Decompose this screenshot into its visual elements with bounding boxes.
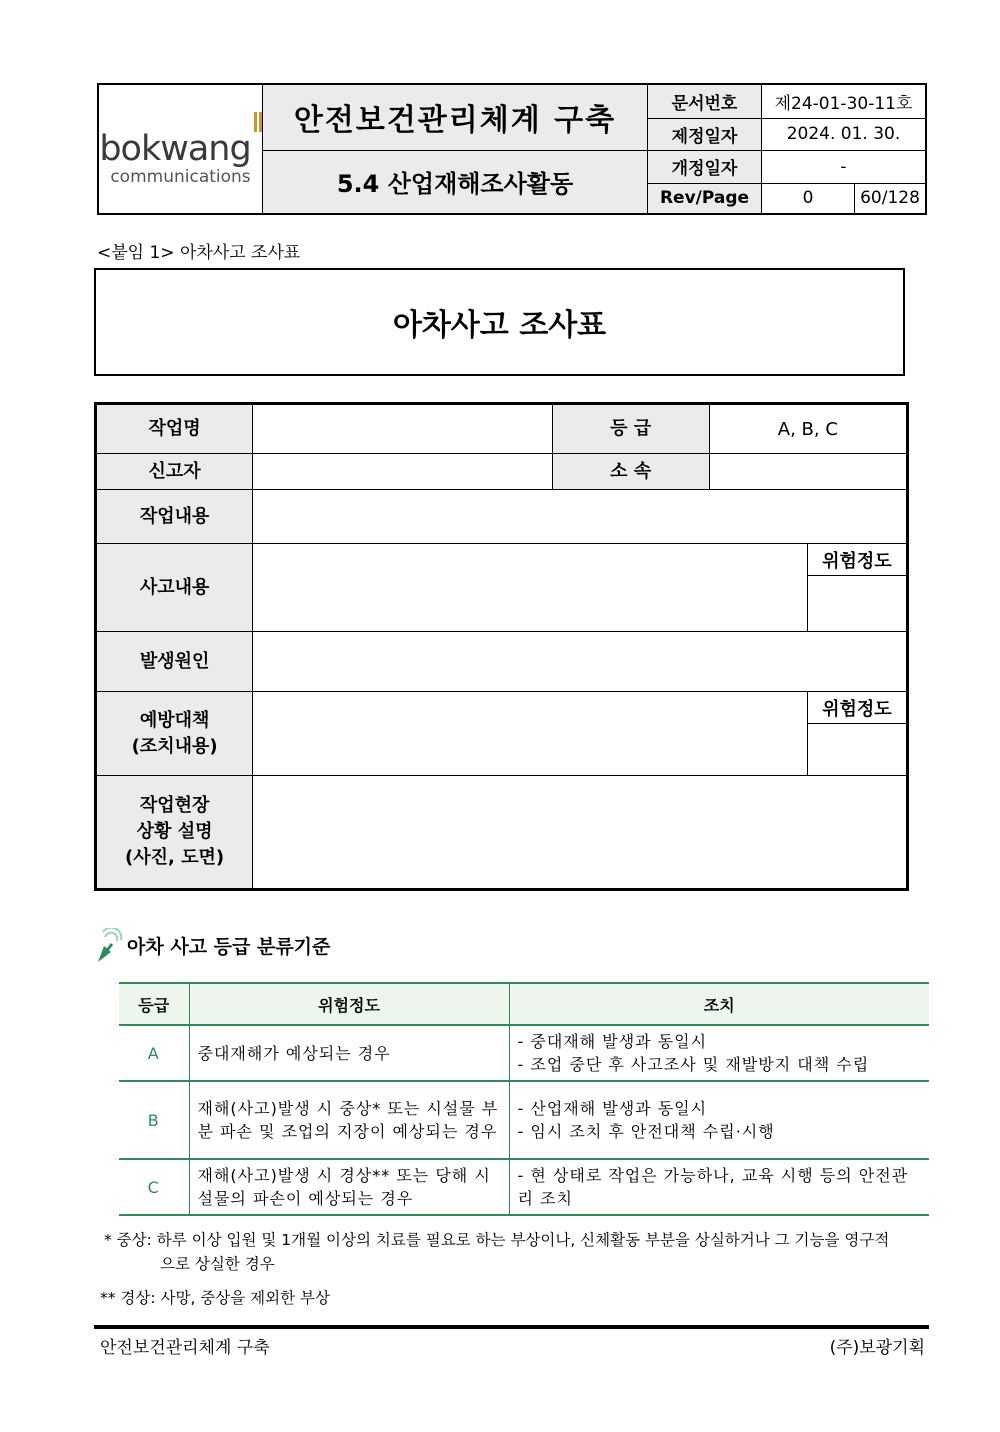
company-logo: bokwang communications <box>98 84 263 214</box>
risk-description: 중대재해가 예상되는 경우 <box>189 1025 509 1081</box>
revision-date-label: 개정일자 <box>648 150 762 183</box>
action-list: - 중대재해 발생과 동일시 - 조업 중단 후 사고조사 및 재발방지 대책 수립 <box>509 1025 929 1081</box>
doc-number-label: 문서번호 <box>648 84 762 118</box>
arrow-pointer-icon <box>94 928 124 964</box>
classification-title: 아차 사고 등급 분류기준 <box>127 936 331 958</box>
incident-form <box>94 402 909 891</box>
accident-content-field[interactable] <box>253 544 808 632</box>
department-label: 소 속 <box>552 454 709 490</box>
table-row <box>119 1159 929 1215</box>
task-name-field[interactable] <box>253 404 552 454</box>
table-row <box>119 1025 929 1081</box>
enact-date-value: 2024. 01. 30. <box>762 118 927 150</box>
accident-risk-field[interactable] <box>807 576 907 632</box>
serious-injury-note: * 중상: 하루 이상 입원 및 1개월 이상의 치료를 필요로 하는 부상이나, 신체활동 부분을 상실하거나 그 기능을 영구적 <box>104 1231 890 1249</box>
attachment-label: <붙임 1> 아차사고 조사표 <box>97 243 301 263</box>
grade-code: C <box>119 1159 189 1215</box>
task-content-label: 작업내용 <box>96 490 253 544</box>
risk-description: 재해(사고)발생 시 중상* 또는 시설물 부분 파손 및 조업의 지장이 예상되는 경우 <box>189 1081 509 1159</box>
document-title: 안전보건관리체계 구축 <box>263 84 648 150</box>
footer-right-text: (주)보광기획 <box>829 1338 925 1358</box>
revision-date-value: - <box>762 150 927 183</box>
form-title: 아차사고 조사표 <box>94 268 905 376</box>
task-content-field[interactable] <box>253 490 908 544</box>
action-list: - 산업재해 발생과 동일시 - 임시 조치 후 안전대책 수립·시행 <box>509 1081 929 1159</box>
risk-level-label: 위험정도 <box>807 692 907 724</box>
minor-injury-note: ** 경상: 사망, 중상을 제외한 부상 <box>100 1289 330 1307</box>
task-name-label: 작업명 <box>96 404 253 454</box>
serious-injury-note-cont: 으로 상실한 경우 <box>160 1255 275 1273</box>
table-row <box>119 1081 929 1159</box>
risk-description: 재해(사고)발생 시 경상** 또는 당해 시설물의 파손이 예상되는 경우 <box>189 1159 509 1215</box>
site-description-field[interactable] <box>253 776 908 890</box>
risk-level-label: 위험정도 <box>807 544 907 576</box>
document-subtitle: 5.4 산업재해조사활동 <box>263 150 648 214</box>
document-header <box>97 83 927 215</box>
reporter-field[interactable] <box>253 454 552 490</box>
department-field[interactable] <box>709 454 907 490</box>
rev-page-label: Rev/Page <box>648 183 762 214</box>
doc-number-value: 제24-01-30-11호 <box>762 84 927 118</box>
grade-label: 등 급 <box>552 404 709 454</box>
footer-divider <box>94 1325 929 1329</box>
cause-field[interactable] <box>253 632 908 692</box>
reporter-label: 신고자 <box>96 454 253 490</box>
grade-classification-table <box>119 982 929 1216</box>
rev-value: 0 <box>762 183 855 214</box>
grade-header: 등급 <box>119 983 189 1025</box>
grade-code: A <box>119 1025 189 1081</box>
action-header: 조치 <box>509 983 929 1025</box>
prevention-risk-field[interactable] <box>807 724 907 776</box>
prevention-field[interactable] <box>253 692 808 776</box>
page-value: 60/128 <box>855 183 927 214</box>
prevention-label: 예방대책 (조치내용) <box>96 692 253 776</box>
action-list: - 현 상태로 작업은 가능하나, 교육 시행 등의 안전관리 조치 <box>509 1159 929 1215</box>
risk-header: 위험정도 <box>189 983 509 1025</box>
footer-left-text: 안전보건관리체계 구축 <box>100 1338 270 1358</box>
grade-field[interactable]: A, B, C <box>709 404 907 454</box>
accident-content-label: 사고내용 <box>96 544 253 632</box>
grade-code: B <box>119 1081 189 1159</box>
site-description-label: 작업현장 상황 설명 (사진, 도면) <box>96 776 253 890</box>
enact-date-label: 제정일자 <box>648 118 762 150</box>
cause-label: 발생원인 <box>96 632 253 692</box>
